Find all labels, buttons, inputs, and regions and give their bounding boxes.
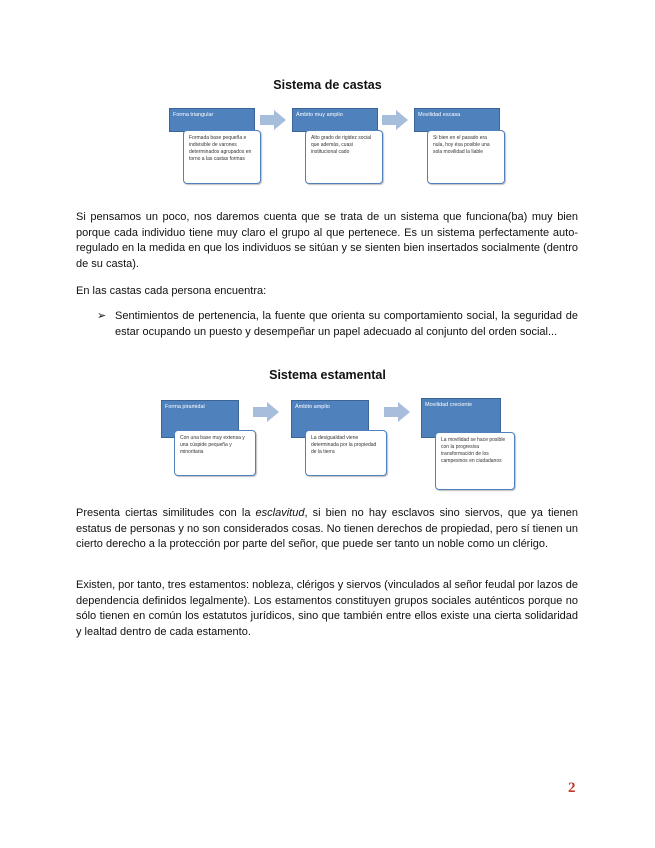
arrow-bullet-icon: ➢ <box>97 310 107 322</box>
castas-step-1-head: Forma triangular <box>169 108 255 132</box>
castas-step-2-head: Ámbito muy amplio <box>292 108 378 132</box>
estamental-step-2-body: La desigualdad viene determinada por la propiedad de la tierra <box>305 430 387 476</box>
estamental-step-1-body: Con una base muy extensa y una cúspide pequeña y minoritaria <box>174 430 256 476</box>
estamental-paragraph-2: Existen, por tanto, tres estamentos: nobleza, clérigos y siervos (vinculados al señor feudal por lazos de dependencia definidos legalmente). Los estamentos constituyen grupos sociales auténticos porque no sólo tienen en común los estatutos jurídicos, sino que también entre ellos existe una cierta solidaridad y lealtad dentro de cada estamento. <box>76 579 578 638</box>
castas-paragraph-2: En las castas cada persona encuentra: <box>76 285 267 297</box>
esclavitud-term: esclavitud <box>255 507 305 519</box>
section-title-estamental: Sistema estamental <box>269 368 386 382</box>
castas-step-3-body: Si bien en el pasado era nula, hoy ésa posible una sola movilidad la liable <box>427 130 505 184</box>
estamental-step-1-head: Forma piramidal <box>161 400 239 438</box>
section-title-castas: Sistema de castas <box>273 78 382 92</box>
castas-step-2-body: Alto grado de rigidez social que además, cuasi institucional cado <box>305 130 383 184</box>
page-number: 2 <box>568 780 576 796</box>
estamental-paragraph-1-end: , si bien no hay esclavos sino siervos, que ya tienen estatus de personas y no son considerados cosas. No tienen derechos de propiedad, pero sí tienen un cierto derecho a la protección por parte del señor, que puede ser tanto un noble como un clérigo. <box>76 507 578 551</box>
estamental-step-2-head: Ámbito amplio <box>291 400 369 438</box>
estamental-paragraph-1 <box>76 506 578 553</box>
estamental-step-3-body: La movilidad se hace posible con la progresiva transformación de los campesinos en ciudadanos <box>435 432 515 490</box>
estamental-paragraph-1-start: Presenta ciertas similitudes con la <box>76 507 256 519</box>
castas-bullet-text: Sentimientos de pertenencia, la fuente que orienta su comportamiento social, la seguridad de estar ocupando un puesto y desempeñar un papel adecuado al conjunto del orden social... <box>115 310 578 338</box>
castas-step-3-head: Movilidad escasa <box>414 108 500 132</box>
castas-paragraph-1: Si pensamos un poco, nos daremos cuenta que se trata de un sistema que funciona(ba) muy bien porque cada individuo tiene muy claro el grupo al que pertenece. Es un sistema perfectamente auto-regulado en la medida en que los individuos se sitúan y se sienten bien insertados socialmente (dentro de su casta). <box>76 211 578 270</box>
estamental-step-3-head: Movilidad creciente <box>421 398 501 438</box>
castas-step-1-body: Formada base pequeña e indivisible de varones determinados agrupados en torno a las castas formas <box>183 130 261 184</box>
